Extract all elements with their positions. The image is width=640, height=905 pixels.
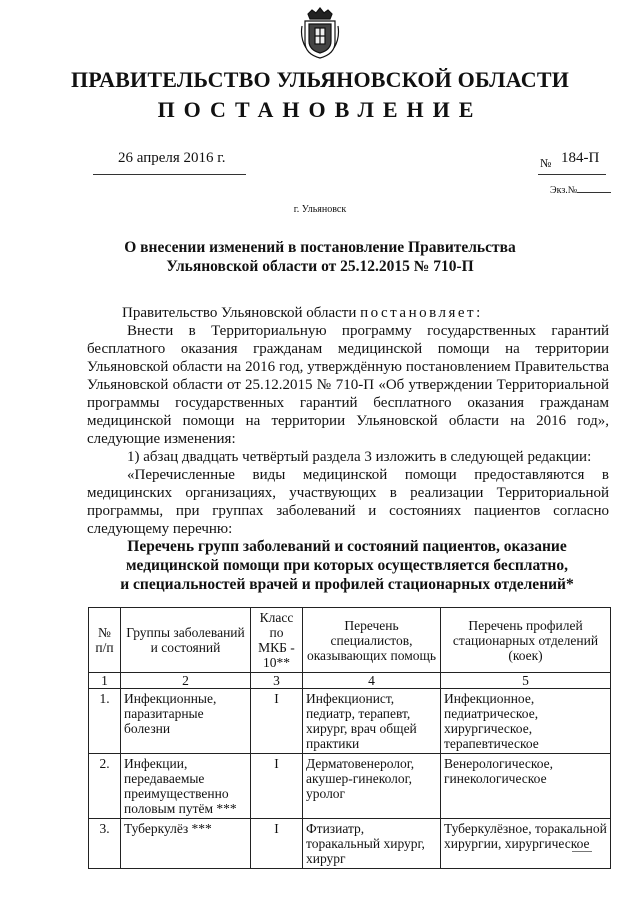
paragraph: Внести в Территориальную программу государственных гарантий бесплатного оказания гражданам медицинской помощи на территории Ульяновской области на 2016 год, утверждённую постановлением Правительства Ульяновской области от 25.12.2015 № 710-П «Об утверждении Территориальной программы государственных гарантий бесплатного оказания гражданам медицинской помощи на территории Ульяновской области на 2016 год», следующие изменения:: [87, 323, 609, 447]
column-number: 4: [303, 673, 441, 689]
date-underline: [93, 174, 246, 175]
ward-profiles: Туберкулёзное, торакальной хирургии, хирургическое: [441, 819, 611, 869]
column-number: 1: [89, 673, 121, 689]
specialists: Фтизиатр, торакальный хирург, хирург: [303, 819, 441, 869]
copy-number: [550, 183, 611, 196]
government-title: ПРАВИТЕЛЬСТВО УЛЬЯНОВСКОЙ ОБЛАСТИ: [70, 67, 570, 92]
column-number-row: [89, 673, 611, 689]
number-underline: [538, 174, 606, 175]
column-header: Перечень профилей стационарных отделений (коек): [441, 608, 611, 673]
intro-text: Правительство Ульяновской области: [122, 305, 357, 321]
page-mark: [572, 851, 592, 852]
diseases-table: [88, 607, 611, 869]
intro-keyword: постановляет:: [360, 305, 483, 321]
specialists: Инфекционист, педиатр, терапевт, хирург, врач общей практики: [303, 689, 441, 754]
specialists: Дерматовенеролог, акушер-гинеколог, уролог: [303, 754, 441, 819]
ulyanovsk-coat-of-arms-icon: [300, 6, 340, 60]
column-header: № п/п: [89, 608, 121, 673]
decree-number: 184-П: [561, 150, 600, 166]
table-row: [89, 754, 611, 819]
column-header: Класс по МКБ - 10**: [251, 608, 303, 673]
copy-line: [577, 183, 611, 193]
ward-profiles: Инфекционное, педиатрическое, хирургическое, терапевтическое: [441, 689, 611, 754]
ward-profiles: Венерологическое, гинекологическое: [441, 754, 611, 819]
column-number: 5: [441, 673, 611, 689]
table-header-row: [89, 608, 611, 673]
list-title-line: медицинской помощи при которых осуществляется бесплатно,: [125, 557, 568, 574]
disease-group: Туберкулёз ***: [121, 819, 251, 869]
icd-class: I: [251, 689, 303, 754]
paragraph: «Перечисленные виды медицинской помощи предоставляются в медицинских организациях, участвующих в реализации Территориальной программы, при группах заболеваний и состояниях пациентов согласно следующему перечню:: [87, 467, 609, 537]
list-title-line: Перечень групп заболеваний и состояний пациентов, оказание: [127, 538, 567, 555]
column-number: 2: [121, 673, 251, 689]
decree-subject: [120, 238, 520, 276]
table-row: [89, 819, 611, 869]
number-prefix: №: [540, 156, 552, 170]
column-header: Группы заболеваний и состояний: [121, 608, 251, 673]
city: г. Ульяновск: [293, 204, 347, 215]
list-title: [87, 537, 607, 594]
list-title-line: и специальностей врачей и профилей стационарных отделений*: [120, 576, 574, 593]
icd-class: I: [251, 819, 303, 869]
column-header: Перечень специалистов, оказывающих помощь: [303, 608, 441, 673]
subject-line: Ульяновской области от 25.12.2015 № 710-П: [166, 258, 474, 275]
subject-line: О внесении изменений в постановление Правительства: [124, 239, 516, 256]
row-number: 2.: [89, 754, 121, 819]
disease-group: Инфекционные, паразитарные болезни: [121, 689, 251, 754]
row-number: 3.: [89, 819, 121, 869]
copy-label: Экз.№: [550, 185, 578, 196]
decree-intro: [87, 304, 609, 538]
icd-class: I: [251, 754, 303, 819]
disease-group: Инфекции, передаваемые преимущественно половым путём ***: [121, 754, 251, 819]
paragraph: 1) абзац двадцать четвёртый раздела 3 изложить в следующей редакции:: [127, 449, 592, 465]
document-type-title: ПОСТАНОВЛЕНИЕ: [157, 97, 483, 122]
decree-date: 26 апреля 2016 г.: [118, 150, 226, 166]
row-number: 1.: [89, 689, 121, 754]
table-row: [89, 689, 611, 754]
column-number: 3: [251, 673, 303, 689]
